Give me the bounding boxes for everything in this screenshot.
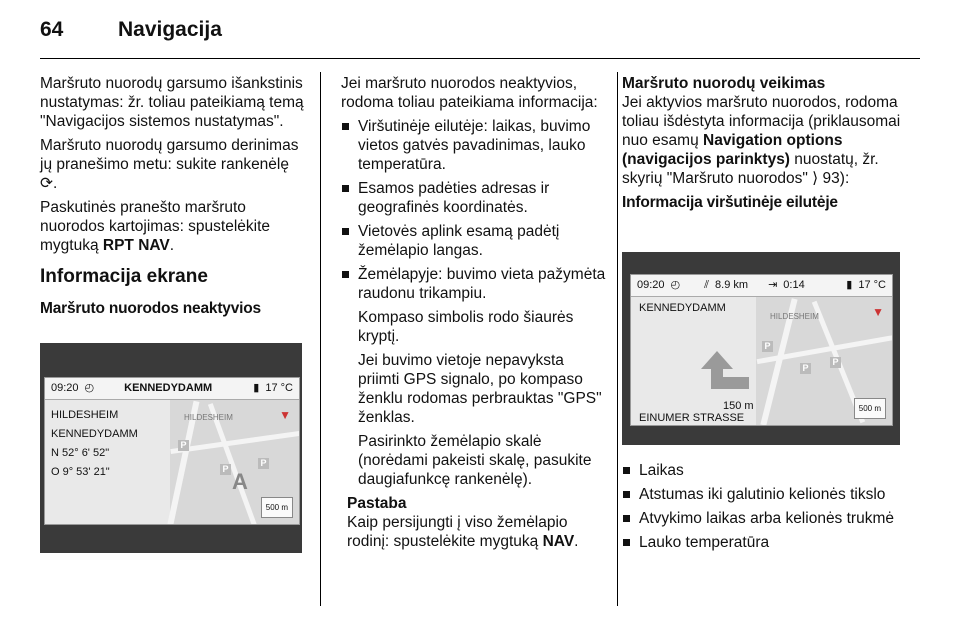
street-bottom-label: EINUMER STRASSE [639,412,745,424]
street-top-label: KENNEDYDAMM [639,302,726,314]
indent-gps: Jei buvimo vietoje nepavyksta priimti GPS signalo, po kompaso ženklu rodomas perbrauktas "GPS" ženklas. [358,352,602,426]
section-heading-display-info: Informacija ekrane [40,266,208,287]
column-divider-1 [320,72,321,606]
column-divider-2 [617,72,618,606]
note-block [341,494,606,551]
paragraph-volume-preset: Maršruto nuorodų garsumo išankstinis nustatymas: žr. toliau pateikiamą temą "Navigacijos sistemos nustatymas". [40,75,304,130]
note-text [347,513,606,551]
thermometer-icon: ▮ [846,279,853,291]
list-item: Lauko temperatūra [622,533,902,552]
bullet-list [341,117,606,303]
parking-icon: P [830,357,841,368]
note-end: . [574,533,579,550]
parking-icon: P [220,464,231,475]
nav-term: NAV [542,533,575,550]
turn-arrow-icon [681,327,751,397]
guidance-text-end: nuostatų, žr. skyrių "Maršruto nuorodos" ⟩ 93): [622,151,879,187]
paragraph-volume-adjust: Maršruto nuorodų garsumo derinimas jų pranešimo metu: sukite rankenėlę ⟳. [40,137,299,192]
street-top-label: KENNEDYDAMM [124,382,213,394]
parking-icon: P [762,341,773,352]
indent-compass: Kompaso simbolis rodo šiaurės kryptį. [358,309,574,345]
note-body: Kaip persijungti į viso žemėlapio rodinį: spustelėkite mygtuką [347,514,568,550]
thermometer-icon: ▮ [253,382,260,394]
list-item: Vietovės aplink esamą padėtį žemėlapio langas. [341,222,606,260]
duration-label: 0:14 [783,279,805,291]
parking-icon: P [258,458,269,469]
column-3-lower [622,461,902,557]
clock-icon: ◴ [84,382,95,394]
list-item: Atvykimo laikas arba kelionės trukmė [622,509,902,528]
map-scale: 500 m [854,398,886,419]
column-2 [341,74,606,551]
screenshot-guidance-inactive [40,343,302,553]
bullet-list [622,461,902,552]
compass-icon: ▼ [279,408,291,422]
time-label: 09:20 [51,382,79,394]
list-item: Žemėlapyje: buvimo vieta pažymėta raudonu trikampiu. [341,265,606,303]
info-line: HILDESHEIM [51,409,119,421]
subheading-guidance-inactive: Maršruto nuorodos neaktyvios [40,300,261,317]
distance-label: 8.9 km [715,279,749,291]
info-line: KENNEDYDAMM [51,428,138,440]
header-divider [40,58,920,59]
subheading-top-line-info: Informacija viršutinėje eilutėje [622,194,838,211]
arrival-icon: ⇥ [768,279,778,291]
screenshot-guidance-active [622,252,900,445]
clock-icon: ◴ [670,279,681,291]
parking-icon: P [178,440,189,451]
compass-icon: ▼ [872,305,884,319]
map-city-label: HILDESHEIM [184,413,233,422]
page-number: 64 [40,18,64,41]
list-item: Viršutinėje eilutėje: laikas, buvimo vietos gatvės pavadinimas, lauko temperatūra. [341,117,606,174]
paragraph-intro: Jei maršruto nuorodos neaktyvios, rodoma toliau pateikiama informacija: [341,75,598,111]
parking-icon: P [800,363,811,374]
note-title: Pastaba [347,495,407,512]
list-item: Laikas [622,461,902,480]
nav-screen [44,377,300,525]
page-header [40,20,222,46]
rpt-nav-term: RPT NAV [102,237,170,254]
map-window [756,297,892,425]
map-motorway-letter: A [232,469,248,494]
indent-scale: Pasirinkto žemėlapio skalė (norėdami pakeisti skalę, pasukite daugiafunkcę rankenėlę). [358,433,592,488]
info-line: N 52° 6' 52" [51,447,110,459]
page-title: Navigacija [118,18,222,41]
column-1 [40,74,304,324]
subheading-guidance-active: Maršruto nuorodų veikimas [622,75,826,92]
list-item: Esamos padėties adresas ir geografinės koordinatės. [341,179,606,217]
position-info [51,408,138,480]
time-label: 09:20 [637,279,665,291]
temperature-label: 17 °C [858,279,886,291]
road-icon: ⫽ [704,279,710,291]
map-scale: 500 m [261,497,293,518]
guidance-text: Jei aktyvios maršruto nuorodos, rodoma toliau išdėstyta informacija (priklausomai nuo esamų [622,94,901,149]
paragraph-repeat [40,198,304,255]
info-line: O 9° 53' 21" [51,466,110,478]
navigation-options-term: Navigation options (navigacijos parinktys) [622,132,843,168]
nav-screen [630,274,893,426]
repeat-text: Paskutinės pranešto maršruto nuorodos kartojimas: spustelėkite mygtuką [40,199,271,254]
repeat-end: . [169,237,175,254]
temperature-label: 17 °C [265,382,293,394]
map-city-label: HILDESHEIM [770,312,819,321]
map-road [757,335,893,364]
paragraph-guidance-active [622,93,902,188]
status-bar [45,378,299,400]
column-3 [622,74,902,218]
map-window [170,400,299,524]
list-item: Atstumas iki galutinio kelionės tikslo [622,485,902,504]
turn-distance-label: 150 m [723,400,754,412]
status-bar [631,275,892,297]
